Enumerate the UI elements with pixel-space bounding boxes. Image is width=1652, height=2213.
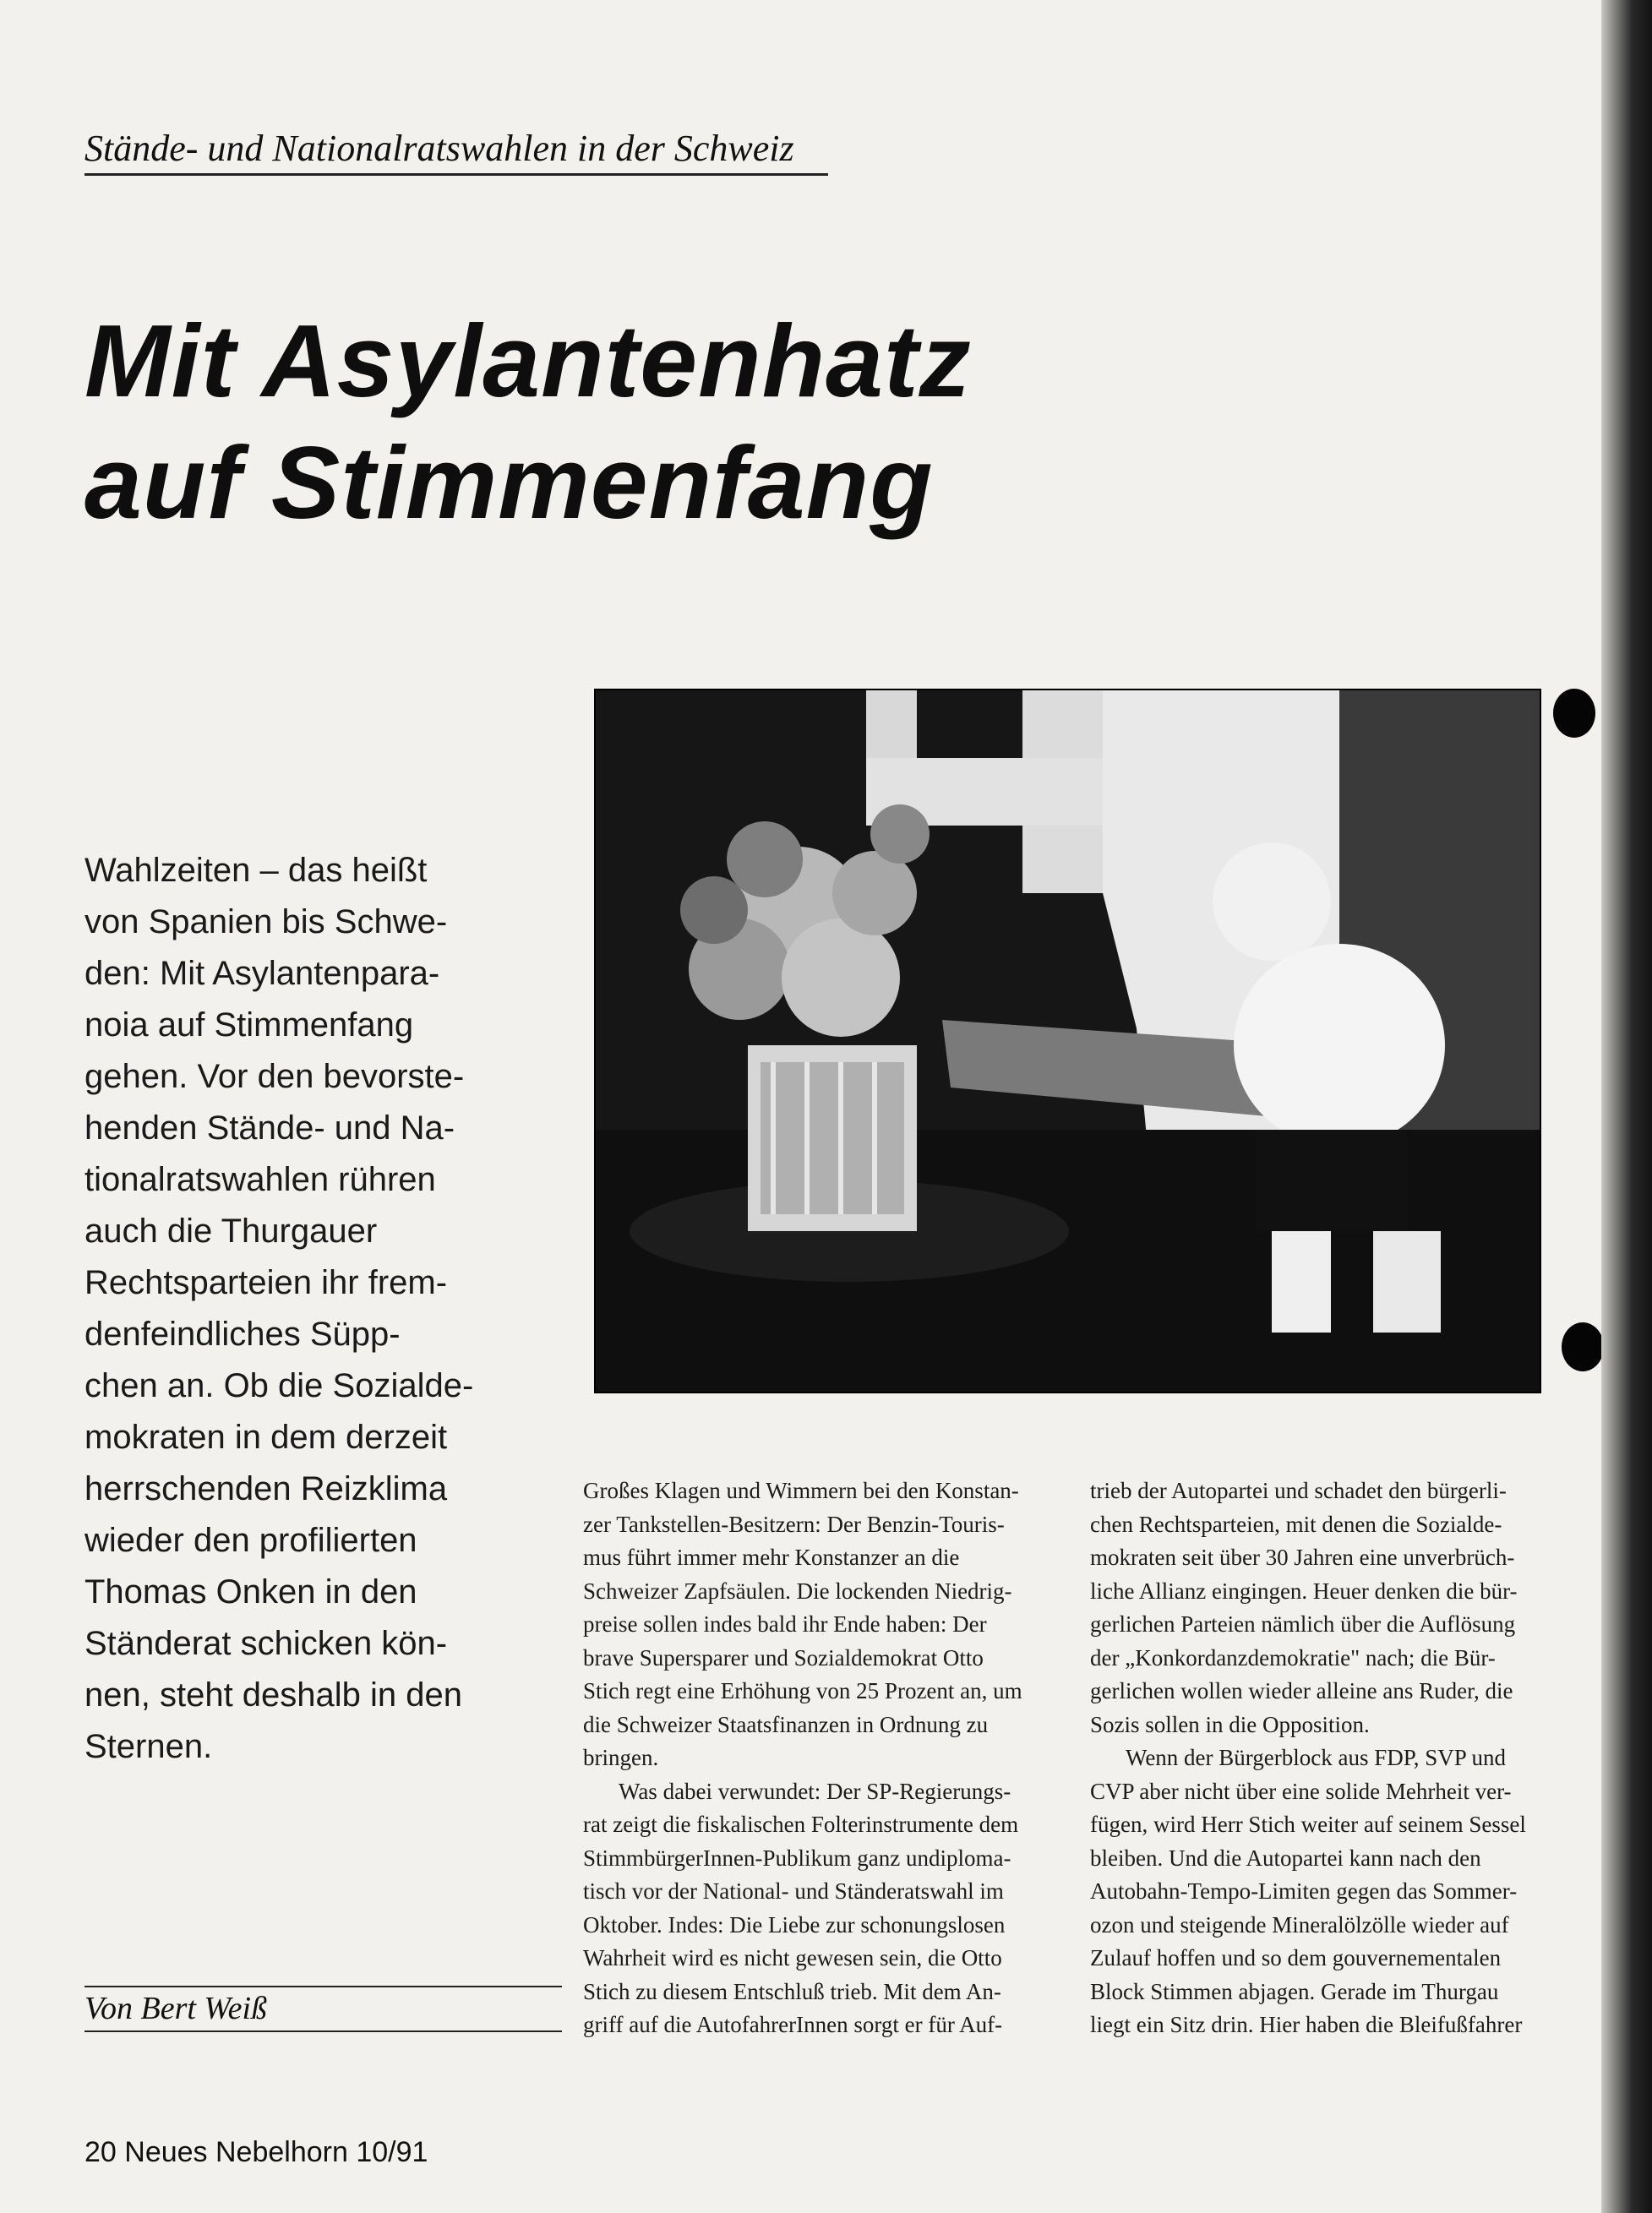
body-line: Wahrheit wird es nicht gewesen sein, die Otto bbox=[583, 1945, 1002, 1970]
byline: Von Bert Weiß bbox=[85, 1991, 268, 2026]
lead-line: auch die Thurgauer bbox=[85, 1213, 378, 1250]
body-line: CVP aber nicht über eine solide Mehrheit ver- bbox=[1090, 1778, 1512, 1804]
lead-line: chen an. Ob die Sozialde- bbox=[85, 1367, 474, 1404]
body-line: griff auf die AutofahrerInnen sorgt er für Auf- bbox=[583, 2012, 1003, 2037]
body-line: die Schweizer Staatsfinanzen in Ordnung zu bbox=[583, 1711, 989, 1737]
body-line: liche Allianz eingingen. Heuer denken die bür- bbox=[1090, 1578, 1518, 1604]
byline-rule-top bbox=[85, 1986, 562, 1987]
lead-line: denfeindliches Süpp- bbox=[85, 1316, 401, 1353]
lead-line: wieder den profilierten bbox=[85, 1522, 417, 1559]
lead-paragraph bbox=[85, 845, 558, 1773]
lead-line: gehen. Vor den bevorste- bbox=[85, 1058, 465, 1095]
punch-hole-bottom bbox=[1562, 1322, 1604, 1371]
body-line: bleiben. Und die Autopartei kann nach den bbox=[1090, 1845, 1481, 1871]
body-line: Zulauf hoffen und so dem gouvernementalen bbox=[1090, 1945, 1502, 1970]
lead-line: herrschenden Reizklima bbox=[85, 1470, 448, 1507]
lead-line: mokraten in dem derzeit bbox=[85, 1419, 448, 1456]
body-line: Großes Klagen und Wimmern bei den Konstan- bbox=[583, 1478, 1019, 1503]
body-line: der „Konkordanzdemokratie" nach; die Bür- bbox=[1090, 1644, 1496, 1671]
body-line: zer Tankstellen-Besitzern: Der Benzin-Touris- bbox=[583, 1511, 1005, 1537]
body-line: StimmbürgerInnen-Publikum ganz undiploma- bbox=[583, 1845, 1011, 1871]
page-edge-shadow bbox=[1601, 0, 1652, 2213]
kicker-title: Stände- und Nationalratswahlen in der Schweiz bbox=[85, 128, 794, 169]
body-line: mokraten seit über 30 Jahren eine unverbrüch- bbox=[1090, 1545, 1515, 1570]
body-line: preise sollen indes bald ihr Ende haben: Der bbox=[583, 1611, 987, 1637]
lead-line: noia auf Stimmenfang bbox=[85, 1006, 414, 1044]
body-line: gerlichen wollen wieder alleine ans Ruder, die bbox=[1090, 1678, 1513, 1703]
photo-icon bbox=[596, 690, 1540, 1392]
body-line: liegt ein Sitz drin. Hier haben die Bleifußfahrer bbox=[1090, 2012, 1523, 2037]
body-line: chen Rechtsparteien, mit denen die Sozialde- bbox=[1090, 1511, 1502, 1537]
article-column-1 bbox=[583, 1474, 1065, 2042]
lead-line: Ständerat schicken kön- bbox=[85, 1625, 448, 1662]
headline-line-1: Mit Asylantenhatz bbox=[85, 303, 972, 418]
body-line: Block Stimmen abjagen. Gerade im Thurgau bbox=[1090, 1978, 1499, 2004]
body-line: brave Supersparer und Sozialdemokrat Otto bbox=[583, 1644, 984, 1671]
body-line: trieb der Autopartei und schadet den bürgerli- bbox=[1090, 1478, 1507, 1503]
body-line: Stich zu diesem Entschluß trieb. Mit dem An- bbox=[583, 1978, 1001, 2004]
page-folio: 20 Neues Nebelhorn 10/91 bbox=[85, 2136, 428, 2168]
headline-line-2: auf Stimmenfang bbox=[85, 425, 934, 540]
body-line: bringen. bbox=[583, 1745, 659, 1770]
lead-line: Thomas Onken in den bbox=[85, 1573, 417, 1611]
body-line: mus führt immer mehr Konstanzer an die bbox=[583, 1545, 960, 1570]
kicker-rule bbox=[85, 173, 828, 176]
byline-rule-bottom bbox=[85, 2030, 562, 2032]
body-line: Was dabei verwundet: Der SP-Regierungs- bbox=[619, 1778, 1011, 1804]
body-line: fügen, wird Herr Stich weiter auf seinem Sessel bbox=[1090, 1812, 1526, 1837]
punch-hole-top bbox=[1553, 689, 1595, 738]
lead-line: henden Stände- und Na- bbox=[85, 1109, 455, 1147]
body-line: Stich regt eine Erhöhung von 25 Prozent an, um bbox=[583, 1678, 1022, 1703]
body-line: Wenn der Bürgerblock aus FDP, SVP und bbox=[1126, 1745, 1507, 1770]
lead-line: von Spanien bis Schwe- bbox=[85, 903, 448, 940]
body-line: Autobahn-Tempo-Limiten gegen das Sommer- bbox=[1090, 1878, 1518, 1904]
headline bbox=[85, 300, 972, 543]
body-line: Schweizer Zapfsäulen. Die lockenden Niedrig- bbox=[583, 1578, 1012, 1604]
article-column-2 bbox=[1090, 1474, 1572, 2042]
body-line: gerlichen Parteien nämlich über die Auflösung bbox=[1090, 1611, 1516, 1637]
body-line: Sozis sollen in die Opposition. bbox=[1090, 1711, 1370, 1737]
lead-line: den: Mit Asylantenpara- bbox=[85, 955, 440, 992]
article-photo bbox=[594, 689, 1541, 1393]
body-line: ozon und steigende Mineralölzölle wieder auf bbox=[1090, 1911, 1509, 1938]
lead-line: tionalratswahlen rühren bbox=[85, 1161, 436, 1198]
lead-line: Sternen. bbox=[85, 1728, 213, 1765]
body-line: tisch vor der National- und Ständeratswahl im bbox=[583, 1878, 1004, 1904]
body-line: Oktober. Indes: Die Liebe zur schonungslosen bbox=[583, 1911, 1006, 1938]
lead-line: Wahlzeiten – das heißt bbox=[85, 852, 428, 889]
lead-line: Rechtsparteien ihr frem- bbox=[85, 1264, 448, 1301]
lead-line: nen, steht deshalb in den bbox=[85, 1676, 463, 1714]
body-line: rat zeigt die fiskalischen Folterinstrumente dem bbox=[583, 1812, 1019, 1837]
